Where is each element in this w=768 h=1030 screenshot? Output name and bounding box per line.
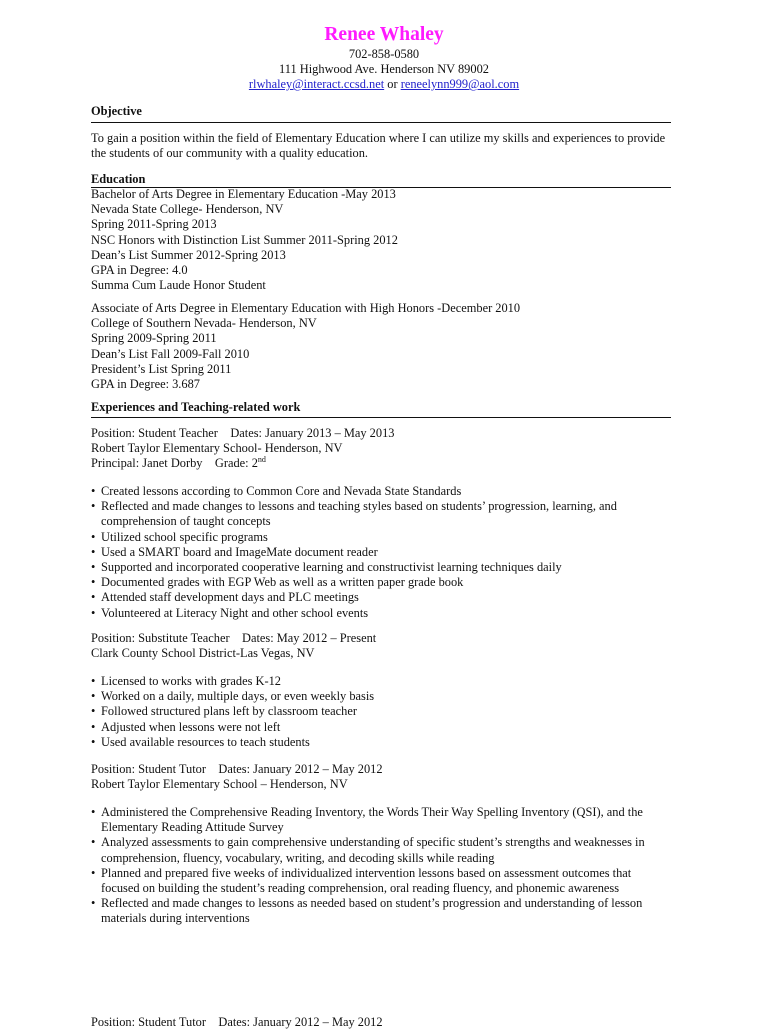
experience-rule [91,417,671,418]
email-link-primary[interactable]: rlwhaley@interact.ccsd.net [248,77,385,91]
list-item [91,720,671,735]
duty-text: Used a SMART board and ImageMate document reader [101,544,378,559]
phone-number: 702-858-0580 [348,47,420,61]
list-item [91,484,671,499]
bullet-icon: • [91,544,96,559]
bullet-icon: • [91,835,96,850]
job-position-dates: Position: Student Tutor Dates: January 2012 – May 2012 [91,1015,383,1029]
duty-text: Reflected and made changes to lessons and teaching styles based on students’ progression, learning, and comprehension of taught concepts [101,499,617,529]
duty-text: Used available resources to teach students [101,734,310,749]
bullet-icon: • [91,689,96,704]
bullet-icon: • [91,865,96,880]
duty-text: Volunteered at Literacy Night and other school events [101,605,369,620]
duty-text: Worked on a daily, multiple days, or even weekly basis [101,689,375,704]
bullet-icon: • [91,704,96,719]
list-item [91,530,671,545]
edu-line: Summa Cum Laude Honor Student [91,278,266,293]
bullet-icon: • [91,805,96,819]
job-tutor-info [91,762,671,792]
education-bachelor-block [91,187,671,293]
resume-name: Renee Whaley [324,24,444,45]
bullet-icon: • [91,674,96,688]
job-position-dates: Position: Substitute Teacher Dates: May 2012 – Present [91,631,377,645]
job-student-teacher-info [91,426,671,472]
job-substitute-duties [91,674,671,750]
experience-heading: Experiences and Teaching-related work [91,400,301,414]
job-substitute-info [91,631,671,661]
edu-line: NSC Honors with Distinction List Summer 2011-Spring 2012 [91,232,398,247]
principal-grade-text: Principal: Janet Dorby Grade: 2 [91,456,258,471]
edu-line: Dean’s List Fall 2009-Fall 2010 [91,346,250,361]
duty-text: Adjusted when lessons were not left [101,719,281,734]
job-location: Robert Taylor Elementary School- Henderson, NV [91,441,343,456]
bullet-icon: • [91,575,96,590]
list-item [91,606,671,621]
email-separator: or [384,77,401,91]
job-principal-grade [91,456,671,471]
edu-line: Spring 2009-Spring 2011 [91,331,217,346]
objective-text: To gain a position within the field of Elementary Education where I can utilize my skills and experiences to provide the students of our community with a quality education. [91,131,666,161]
list-item [91,866,671,896]
bullet-icon: • [91,560,96,575]
edu-line: GPA in Degree: 3.687 [91,377,200,392]
list-item [91,560,671,575]
duty-text: Created lessons according to Common Core and Nevada State Standards [101,484,462,498]
bullet-icon: • [91,719,96,734]
edu-line: Nevada State College- Henderson, NV [91,202,284,217]
list-item [91,590,671,605]
job-student-teacher-duties [91,484,671,621]
bullet-icon: • [91,529,96,544]
duty-text: Licensed to works with grades K-12 [101,674,281,688]
duty-text: Attended staff development days and PLC meetings [101,590,359,605]
edu-line: College of Southern Nevada- Henderson, NV [91,316,317,331]
education-associate-block [91,301,671,392]
list-item [91,735,671,750]
job-location: Clark County School District-Las Vegas, NV [91,646,315,661]
duty-text: Reflected and made changes to lessons as needed based on student’s progression and understanding of lesson materials during interventions [101,896,643,926]
job-tutor-duties [91,805,671,927]
duty-text: Documented grades with EGP Web as well as a written paper grade book [101,575,464,590]
address: 111 Highwood Ave. Henderson NV 89002 [279,62,489,76]
edu-line: Associate of Arts Degree in Elementary Education with High Honors -December 2010 [91,301,521,315]
duty-text: Followed structured plans left by classroom teacher [101,704,357,719]
education-heading: Education [91,172,146,186]
duty-text: Planned and prepared five weeks of individualized intervention lessons based on assessment outcomes that focused on building the student’s reading comprehension, oral reading fluency, and phonemic awareness [101,865,632,896]
job-location: Robert Taylor Elementary School – Henderson, NV [91,777,348,792]
edu-line: GPA in Degree: 4.0 [91,263,188,278]
grade-suffix: nd [257,455,266,465]
resume-page [91,0,671,1029]
edu-line: Spring 2011-Spring 2013 [91,217,217,232]
duty-text: Supported and incorporated cooperative learning and constructivist learning techniques daily [101,560,562,575]
bullet-icon: • [91,484,96,498]
job-position-dates: Position: Student Tutor Dates: January 2012 – May 2012 [91,762,383,776]
list-item [91,674,671,689]
list-item [91,704,671,719]
duty-text: Analyzed assessments to gain comprehensive understanding of specific student’s strengths and weaknesses in comprehension, fluency, vocabulary, writing, and decoding skills while reading [101,835,645,865]
email-link-secondary[interactable]: reneelynn999@aol.com [400,77,520,91]
objective-heading: Objective [91,104,142,118]
list-item [91,545,671,560]
email-line [91,77,677,92]
edu-line: Dean’s List Summer 2012-Spring 2013 [91,247,286,262]
list-item [91,835,671,865]
duty-text: Administered the Comprehensive Reading Inventory, the Words Their Way Spelling Inventory (QSI), and the Elementary Reading Attitude Survey [101,805,643,835]
edu-line: Bachelor of Arts Degree in Elementary Education -May 2013 [91,187,396,201]
duty-text: Utilized school specific programs [101,529,268,544]
bullet-icon: • [91,590,96,605]
bullet-icon: • [91,734,96,749]
job-position-dates: Position: Student Teacher Dates: January 2013 – May 2013 [91,426,395,440]
list-item [91,805,671,835]
bullet-icon: • [91,605,96,620]
list-item [91,689,671,704]
list-item [91,896,671,926]
bullet-icon: • [91,499,96,514]
objective-rule [91,122,671,123]
bullet-icon: • [91,896,96,911]
list-item [91,499,671,529]
list-item [91,575,671,590]
edu-line: President’s List Spring 2011 [91,361,232,376]
